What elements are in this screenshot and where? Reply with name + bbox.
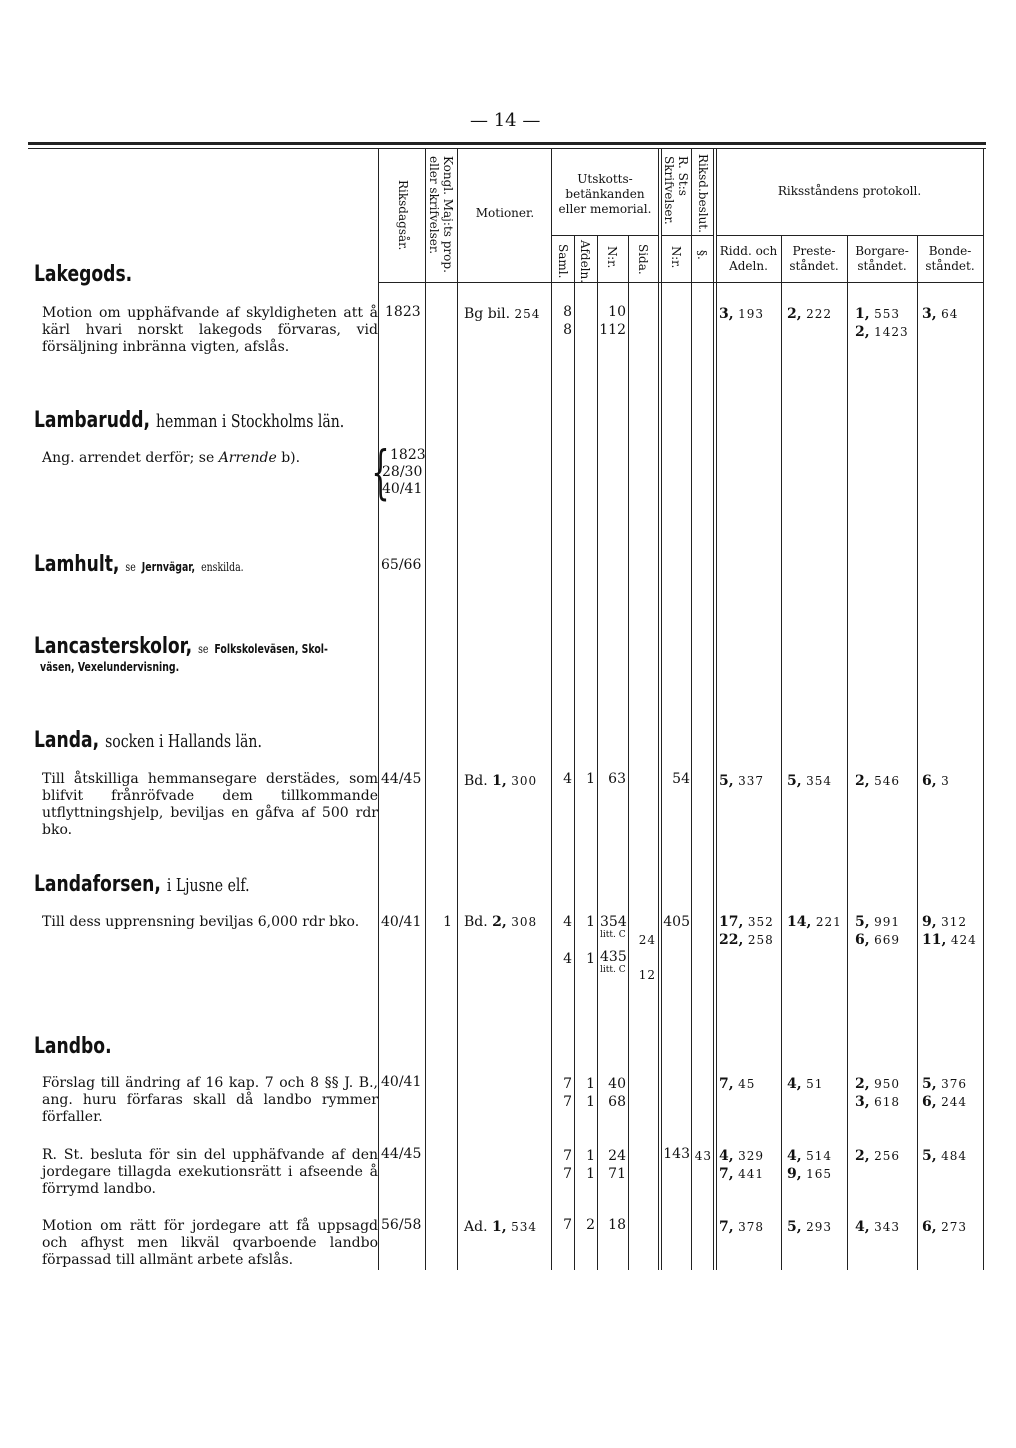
bonde-landbo-2-b: 484	[941, 1149, 967, 1163]
borg-landbo-2-b: 256	[874, 1149, 900, 1163]
col-rule	[628, 235, 629, 1270]
header-saml: Saml.	[556, 244, 570, 279]
ridd-lakegods-b: 193	[738, 307, 764, 321]
bonde-landaforsen	[922, 913, 977, 949]
bonde-lakegods	[922, 305, 958, 323]
rst-landbo-2: 143	[663, 1146, 690, 1162]
motion-lakegods-b: 254	[514, 307, 541, 321]
year-lakegods: 1823	[385, 304, 421, 320]
borg1-lakegods-b: 553	[874, 307, 900, 321]
lamhult-ref: Jernvägar,	[141, 560, 196, 574]
entry-desc-landbo-3: Motion om rätt för jordegare att få uppsagd och afhyst men likväl qvarboende landbo förpassad till allmänt arbete afslås.	[42, 1218, 378, 1268]
motion-landa-a: Bd.	[464, 773, 488, 789]
borg-landbo-1	[855, 1075, 900, 1111]
saml-landbo-1	[552, 1075, 572, 1111]
ridd-landbo-3	[719, 1218, 764, 1236]
motion-landbo-3-n: 1,	[491, 1219, 507, 1235]
year-landbo-3: 56/58	[381, 1217, 422, 1233]
borg-lakegods	[855, 305, 909, 341]
bonde1-landbo-1-b: 376	[941, 1077, 967, 1091]
landaforsen-sub: i Ljusne elf.	[166, 875, 250, 896]
ridd1-landbo-2-a: 4,	[719, 1148, 734, 1164]
header-nr1: N:r.	[605, 246, 619, 269]
lambarudd-desc-pre: Ang. arrendet derför; se	[42, 450, 215, 466]
ridd2-landaforsen-a: 22,	[719, 932, 744, 948]
bonde1-landbo-1-a: 5,	[922, 1076, 937, 1092]
preste-lakegods-b: 222	[806, 307, 832, 321]
lamhult-se: se	[125, 560, 136, 574]
bonde1-landaforsen-a: 9,	[922, 914, 937, 930]
lambarudd-title: Lambarudd,	[34, 408, 151, 433]
motion-landbo-3-a: Ad.	[464, 1219, 488, 1235]
ridd-landbo-3-a: 7,	[719, 1219, 734, 1235]
year-landbo-2: 44/45	[381, 1146, 422, 1162]
nr-landbo-1b: 68	[608, 1094, 626, 1110]
header-ridd-2: Adeln.	[729, 259, 768, 273]
lancaster-title: Lancasterskolor,	[34, 634, 193, 659]
preste2-landbo-2-b: 165	[806, 1167, 832, 1181]
landaforsen-title: Landaforsen,	[34, 872, 161, 897]
saml-lakegods	[552, 303, 572, 339]
header-s: §.	[695, 250, 709, 260]
header-subrule	[661, 235, 713, 236]
lancaster-se: se	[198, 642, 209, 656]
preste1-landbo-2-a: 4,	[787, 1148, 802, 1164]
borg2-landbo-1-b: 618	[874, 1095, 900, 1109]
entry-title-landaforsen	[34, 872, 250, 897]
year-landaforsen: 40/41	[381, 914, 422, 930]
top-rule-thin	[28, 148, 986, 149]
top-rule	[28, 142, 986, 145]
col-rule	[597, 235, 598, 1270]
header-motioner: Motioner.	[475, 206, 535, 220]
ridd1-landaforsen-a: 17,	[719, 914, 744, 930]
preste1-landbo-2-b: 514	[806, 1149, 832, 1163]
ridd-landaforsen	[719, 913, 774, 949]
header-riksd-beslut: Riksd.beslut.	[696, 154, 710, 233]
borg2-lakegods-a: 2,	[855, 324, 870, 340]
borg-landbo-3-a: 4,	[855, 1219, 870, 1235]
saml-lakegods-1: 8	[563, 304, 572, 320]
preste-landbo-1-b: 51	[806, 1077, 824, 1091]
bonde2-landbo-1-a: 6,	[922, 1094, 937, 1110]
header-afdeln: Afdeln.	[578, 240, 592, 284]
motion-landbo-3	[464, 1218, 537, 1236]
header-riksstandens: Riksståndens protokoll.	[777, 184, 922, 198]
header-borgare-1: Borgare-	[855, 244, 909, 258]
borg2-landaforsen-b: 669	[874, 933, 900, 947]
ridd2-landbo-2-b: 441	[738, 1167, 764, 1181]
lambarudd-desc-it: Arrende	[218, 450, 277, 466]
entry-desc-landbo-2: R. St. besluta för sin del upphäfvande af den jordegare tillagda exekutionsrätt i afseende å förrymd landbo.	[42, 1147, 378, 1197]
year-lambarudd-2: 28/30	[382, 464, 423, 480]
entry-title-landa	[34, 728, 262, 753]
col-rule	[713, 148, 714, 1270]
header-subrule	[716, 235, 983, 236]
col-rule	[781, 235, 782, 1270]
borg-landaforsen	[855, 913, 900, 949]
preste2-landbo-2-a: 9,	[787, 1166, 802, 1182]
header-borgare-2: ståndet.	[857, 259, 907, 273]
nr-lakegods	[598, 303, 626, 339]
header-subrule	[551, 235, 658, 236]
col-rule	[661, 148, 662, 1270]
afd-landbo-1a: 1	[586, 1076, 595, 1092]
preste-landbo-3-a: 5,	[787, 1219, 802, 1235]
col-rule	[425, 148, 426, 1270]
bonde-landa-a: 6,	[922, 773, 937, 789]
borg2-landaforsen-a: 6,	[855, 932, 870, 948]
motion-landaforsen-n: 2,	[492, 914, 507, 930]
saml-landbo-3: 7	[563, 1217, 572, 1233]
motion-landaforsen	[464, 913, 537, 931]
preste-landbo-1-a: 4,	[787, 1076, 802, 1092]
afd-landbo-2b: 1	[586, 1166, 595, 1182]
year-landa: 44/45	[381, 771, 422, 787]
ridd-landbo-1-a: 7,	[719, 1076, 734, 1092]
header-bonde	[917, 244, 983, 274]
entry-desc-landbo-1: Förslag till ändring af 16 kap. 7 och 8 §§ J. B., ang. huru förfaras skall då landbo rymmer förfaller.	[42, 1075, 378, 1125]
nr-landbo-2b: 71	[608, 1166, 626, 1182]
header-borgare	[847, 244, 917, 274]
borg1-landaforsen-b: 991	[874, 915, 900, 929]
preste-landbo-3	[787, 1218, 832, 1236]
motion-lakegods	[464, 305, 540, 323]
col-rule	[716, 148, 717, 1270]
years-lambarudd	[382, 447, 426, 498]
preste-landbo-1	[787, 1075, 823, 1093]
sida-landaforsen-2: 12	[638, 968, 656, 982]
ridd2-landaforsen-b: 258	[747, 933, 774, 947]
ridd2-landbo-2-a: 7,	[719, 1166, 734, 1182]
preste-landbo-3-b: 293	[806, 1220, 832, 1234]
motion-landa-b: 300	[511, 774, 538, 788]
bonde-landa	[922, 772, 950, 790]
motion-landaforsen-b: 308	[511, 915, 538, 929]
motion-landa	[464, 772, 537, 790]
col-rule	[917, 235, 918, 1270]
preste-lakegods	[787, 305, 832, 323]
nr-lakegods-2: 112	[599, 322, 626, 338]
bonde2-landbo-1-b: 244	[941, 1095, 967, 1109]
entry-title-lakegods: Lakegods.	[34, 262, 133, 287]
header-preste	[781, 244, 847, 274]
litt-landaforsen-1: litt. C	[600, 930, 626, 940]
bonde-landa-b: 3	[941, 774, 950, 788]
year-lamhult: 65/66	[381, 557, 422, 573]
nr-landbo-2	[598, 1147, 626, 1183]
brace-lambarudd: {	[371, 438, 390, 506]
header-bonde-2: ståndet.	[925, 259, 975, 273]
header-sida: Sida.	[636, 244, 650, 275]
borg2-lakegods-b: 1423	[874, 325, 909, 339]
saml-lakegods-2: 8	[563, 322, 572, 338]
header-utskotts-2: betänkanden	[565, 187, 645, 201]
nr-landbo-2a: 24	[608, 1148, 626, 1164]
ridd-lakegods-a: 3,	[719, 306, 734, 322]
saml-landa: 4	[563, 771, 572, 787]
bonde-landbo-2	[922, 1147, 967, 1165]
motion-landaforsen-a: Bd.	[464, 914, 488, 930]
lancaster-ref1: Folkskoleväsen, Skol-	[214, 642, 328, 656]
ridd-landa-b: 337	[738, 774, 764, 788]
bonde-lakegods-a: 3,	[922, 306, 937, 322]
header-r-sts-text: R. St:s Skrifvelser.	[662, 156, 690, 225]
ridd-landa-a: 5,	[719, 773, 734, 789]
col-rule	[983, 148, 984, 1270]
lambarudd-sub: hemman i Stockholms län.	[156, 411, 345, 432]
kongl-landaforsen: 1	[443, 914, 452, 930]
afd-landbo-1	[575, 1075, 595, 1111]
header-kongl-text: Kongl. Maj:ts prop. eller skrifvelser.	[427, 156, 455, 273]
afd-landbo-1b: 1	[586, 1094, 595, 1110]
year-lambarudd-3: 40/41	[382, 481, 423, 497]
header-riksdagsar: Riksdagsår.	[396, 180, 410, 251]
afd-landaforsen-1: 1	[586, 914, 595, 930]
lamhult-post: enskilda.	[201, 560, 244, 574]
header-r-sts	[662, 156, 690, 230]
afd-landbo-3: 2	[586, 1217, 595, 1233]
bonde-landbo-2-a: 5,	[922, 1148, 937, 1164]
lambarudd-desc-post: b).	[281, 450, 301, 466]
header-preste-1: Preste-	[792, 244, 836, 258]
afd-landaforsen-2: 1	[586, 951, 595, 967]
page-number: — 14 —	[470, 110, 541, 131]
year-landbo-1: 40/41	[381, 1074, 422, 1090]
header-kongl	[427, 156, 455, 276]
header-utskotts	[553, 172, 657, 217]
borg2-landbo-1-a: 3,	[855, 1094, 870, 1110]
preste-landa-b: 354	[806, 774, 832, 788]
col-rule	[457, 148, 458, 1270]
bonde-landbo-1	[922, 1075, 967, 1111]
landa-title: Landa,	[34, 728, 100, 753]
nr-landaforsen-2: 435	[600, 949, 627, 965]
ridd-landbo-1	[719, 1075, 755, 1093]
borg1-landbo-1-a: 2,	[855, 1076, 870, 1092]
bonde-landbo-3	[922, 1218, 967, 1236]
col-rule	[691, 148, 692, 1270]
borg-landa	[855, 772, 900, 790]
bonde1-landaforsen-b: 312	[941, 915, 967, 929]
saml-landbo-2a: 7	[563, 1148, 572, 1164]
ridd-landbo-3-b: 378	[738, 1220, 764, 1234]
header-utskotts-3: eller memorial.	[558, 202, 652, 216]
borg1-lakegods-a: 1,	[855, 306, 870, 322]
bonde-landbo-3-b: 273	[941, 1220, 967, 1234]
afd-landa: 1	[586, 771, 595, 787]
preste-landa-a: 5,	[787, 773, 802, 789]
entry-desc-lakegods: Motion om upphäfvande af skyldigheten att å kärl hvari norskt lakegods förvaras, vid försäljning inbränna vigten, afslås.	[42, 305, 378, 355]
preste-landaforsen-b: 221	[815, 915, 842, 929]
ridd1-landaforsen-b: 352	[747, 915, 774, 929]
entry-desc-landaforsen: Till dess upprensning beviljas 6,000 rdr bko.	[42, 914, 360, 930]
ridd-landbo-1-b: 45	[738, 1077, 756, 1091]
bonde-landbo-3-a: 6,	[922, 1219, 937, 1235]
nr-landbo-1	[598, 1075, 626, 1111]
preste-landbo-2	[787, 1147, 832, 1183]
borg-landbo-3-b: 343	[874, 1220, 900, 1234]
col-rule	[378, 148, 379, 1270]
saml-landbo-2b: 7	[563, 1166, 572, 1182]
entry-desc-landa: Till åtskilliga hemmansegare derstädes, som blifvit frånröfvade dem tillkommande utflyttningshjelp, beviljas en gåfva af 500 rdr bko.	[42, 771, 378, 838]
bonde-lakegods-b: 64	[941, 307, 959, 321]
borg-landbo-2	[855, 1147, 900, 1165]
afd-landbo-2a: 1	[586, 1148, 595, 1164]
paragraph-landbo-2: 43	[694, 1149, 712, 1163]
nr-landa: 63	[608, 771, 626, 787]
saml-landbo-1b: 7	[563, 1094, 572, 1110]
header-bonde-1: Bonde-	[928, 244, 972, 258]
col-rule	[658, 148, 659, 1270]
motion-landbo-3-b: 534	[511, 1220, 537, 1234]
litt-landaforsen-2: litt. C	[600, 965, 626, 975]
preste-landa	[787, 772, 832, 790]
nr-lakegods-1: 10	[608, 304, 626, 320]
saml-landbo-1a: 7	[563, 1076, 572, 1092]
nr-landbo-1a: 40	[608, 1076, 626, 1092]
header-ridd-1: Ridd. och	[719, 244, 778, 258]
rst-landaforsen: 405	[663, 914, 690, 930]
borg-landa-a: 2,	[855, 773, 870, 789]
ridd-lakegods	[719, 305, 764, 323]
entry-desc-lambarudd	[42, 449, 300, 467]
header-ridd	[716, 244, 781, 274]
landa-sub: socken i Hallands län.	[105, 731, 262, 752]
bonde2-landaforsen-a: 11,	[922, 932, 947, 948]
borg-landbo-2-a: 2,	[855, 1148, 870, 1164]
saml-landbo-2	[552, 1147, 572, 1183]
borg1-landaforsen-a: 5,	[855, 914, 870, 930]
lancaster-ref2: väsen, Vexelundervisning.	[40, 660, 180, 674]
header-nr2: N:r.	[669, 246, 683, 269]
borg-landbo-3	[855, 1218, 900, 1236]
rst-landa: 54	[672, 771, 690, 787]
motion-lakegods-a: Bg bil.	[464, 306, 511, 322]
header-utskotts-1: Utskotts-	[577, 172, 633, 186]
lancaster-line2	[40, 660, 179, 674]
header-bottom-rule	[378, 282, 983, 283]
motion-landa-n: 1,	[492, 773, 507, 789]
col-rule	[574, 235, 575, 1270]
entry-title-lambarudd	[34, 408, 344, 433]
nr-landbo-3: 18	[608, 1217, 626, 1233]
preste-landaforsen	[787, 913, 842, 931]
header-preste-2: ståndet.	[789, 259, 839, 273]
sida-landaforsen-1: 24	[638, 933, 656, 947]
ridd1-landbo-2-b: 329	[738, 1149, 764, 1163]
saml-landaforsen-1: 4	[563, 914, 572, 930]
entry-title-landbo: Landbo.	[34, 1034, 112, 1059]
borg1-landbo-1-b: 950	[874, 1077, 900, 1091]
bonde2-landaforsen-b: 424	[950, 933, 977, 947]
entry-title-lancaster	[34, 634, 328, 659]
preste-landaforsen-a: 14,	[787, 914, 812, 930]
nr-landaforsen-1: 354	[600, 914, 627, 930]
preste-lakegods-a: 2,	[787, 306, 802, 322]
ridd-landbo-2	[719, 1147, 764, 1183]
year-lambarudd-1: 1823	[390, 447, 426, 463]
entry-title-lamhult	[34, 552, 244, 577]
col-rule	[847, 235, 848, 1270]
lamhult-title: Lamhult,	[34, 552, 120, 577]
borg-landa-b: 546	[874, 774, 900, 788]
ridd-landa	[719, 772, 764, 790]
saml-landaforsen-2: 4	[563, 951, 572, 967]
afd-landbo-2	[575, 1147, 595, 1183]
